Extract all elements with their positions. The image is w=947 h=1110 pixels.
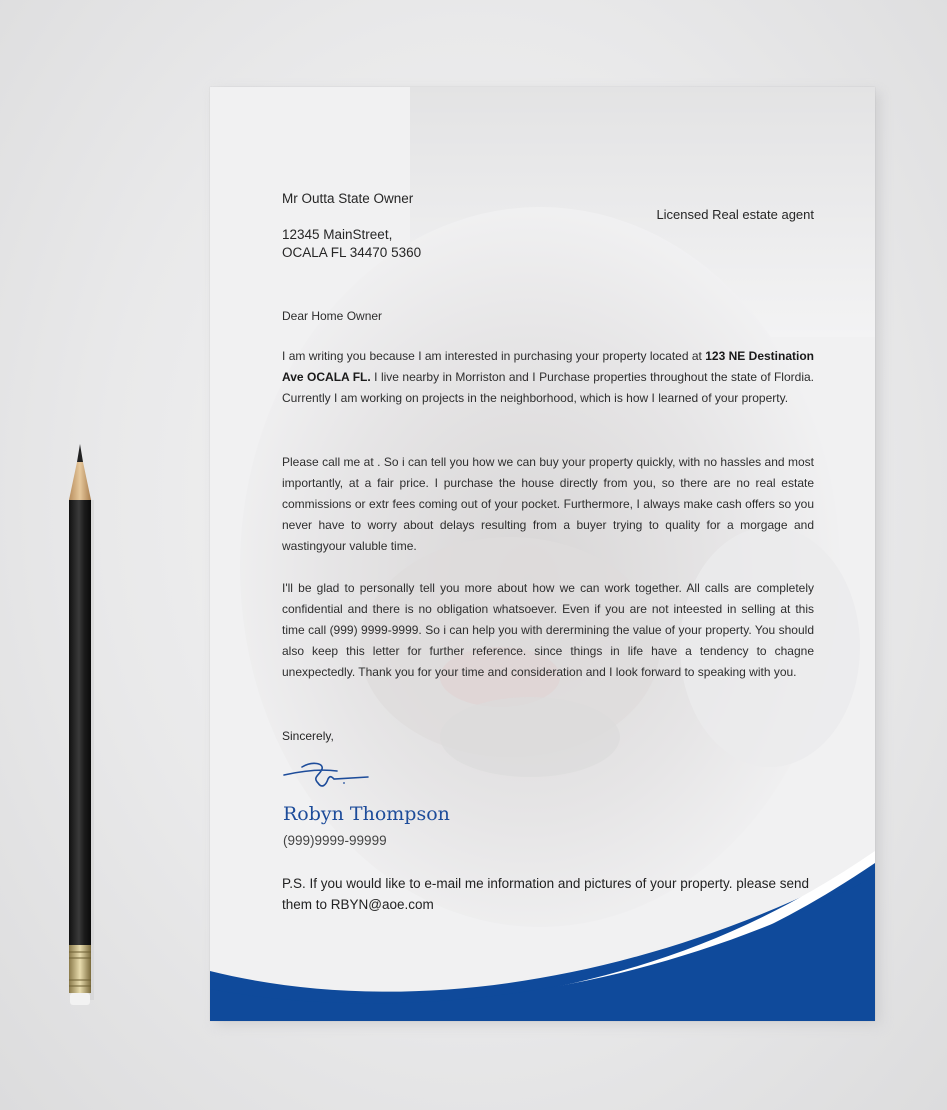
paragraph-1-rest: I live nearby in Morriston and I Purchase properties throughout the state of Flordia. Currently I am working on projects in the neighborhood, which is how I learned of your property. — [282, 370, 814, 405]
postscript: P.S. If you would like to e-mail me information and pictures of your property. please send them to RBYN@aoe.com — [282, 876, 810, 912]
signature-mark — [282, 755, 372, 795]
salutation: Dear Home Owner — [282, 309, 383, 323]
pencil-icon — [66, 440, 94, 1010]
property-address: 123 NE Destination Ave OCALA FL. — [282, 349, 814, 384]
paragraph-2: Please call me at . So i can tell you how we can buy your property quickly, with no hassles and most importantly, at a fair price. I purchase the house directly from you, so there are no real estate commissions or extr fees coming out of your pocket. Furthermore, I always make cash offers so you never have to worry about delays resulting from a buyer trying to quality for a morgage and wastingyour valuble time. — [282, 455, 814, 553]
recipient-name: Mr Outta State Owner — [282, 191, 414, 206]
agent-title: Licensed Real estate agent — [656, 207, 814, 222]
letter-paper — [210, 87, 875, 1021]
address-line-1: 12345 MainStreet, — [282, 227, 393, 242]
sender-name: Robyn Thompson — [283, 803, 450, 825]
address-line-2: OCALA FL 34470 5360 — [282, 245, 422, 260]
closing: Sincerely, — [282, 729, 334, 743]
paragraph-1 — [282, 346, 814, 409]
sender-phone: (999)9999-99999 — [283, 833, 387, 848]
paragraph-1-intro: I am writing you because I am interested in purchasing your property located at — [282, 349, 706, 363]
paragraph-3: I'll be glad to personally tell you more about how we can work together. All calls are completely confidential and there is no obligation whatsoever. Even if you are not inteested in selling at this time call (999) 9999-9999. So i can help you with derermining the value of your property. You should also keep this letter for further reference. since things in life have a tendency to chagne unexpectedly. Thank you for your time and consideration and I look forward to speaking with you. — [282, 581, 814, 679]
